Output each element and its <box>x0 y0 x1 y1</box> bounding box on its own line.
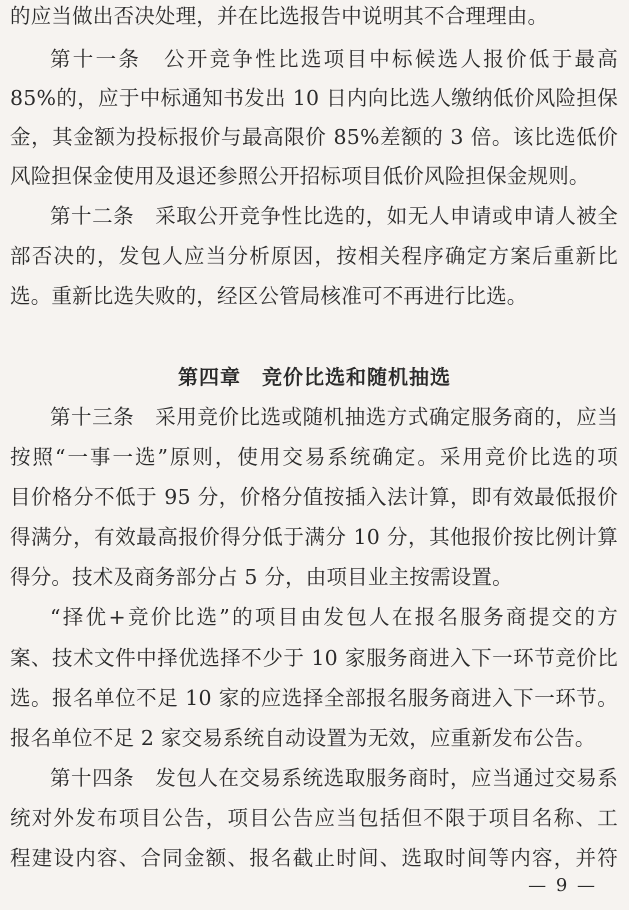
paragraph-line: 选。重新比选失败的，经区公管局核准可不再进行比选。 <box>10 284 528 308</box>
paragraph-line: 按照“一事一选”原则，使用交易系统确定。采用竞价比选的项 <box>10 445 618 469</box>
paragraph-line: “择优+竞价比选”的项目由发包人在报名服务商提交的方 <box>50 605 618 629</box>
paragraph-line: 的应当做出否决处理，并在比选报告中说明其不合理理由。 <box>10 4 549 28</box>
paragraph-line: 程建设内容、合同金额、报名截止时间、选取时间等内容，并符 <box>10 846 618 870</box>
article-11-line: 第十一条 公开竞争性比选项目中标候选人报价低于最高 <box>50 47 618 71</box>
paragraph-line: 得满分，有效最高报价得分低于满分 10 分，其他报价按比例计算 <box>10 525 618 549</box>
paragraph-line: 金，其金额为投标报价与最高限价 85%差额的 3 倍。该比选低价 <box>10 125 618 149</box>
paragraph-line: 得分。技术及商务部分占 5 分，由项目业主按需设置。 <box>10 565 513 589</box>
article-14-line: 第十四条 发包人在交易系统选取服务商时，应当通过交易系 <box>50 766 618 790</box>
paragraph-line: 目价格分不低于 95 分，价格分值按插入法计算，即有效最低报价 <box>10 485 618 509</box>
paragraph-line: 报名单位不足 2 家交易系统自动设置为无效，应重新发布公告。 <box>10 726 596 750</box>
paragraph-line: 部否决的，发包人应当分析原因，按相关程序确定方案后重新比 <box>10 244 618 268</box>
paragraph-line: 选。报名单位不足 10 家的应选择全部报名服务商进入下一环节。 <box>10 686 618 710</box>
article-12-line: 第十二条 采取公开竞争性比选的，如无人申请或申请人被全 <box>50 204 618 228</box>
paragraph-line: 统对外发布项目公告，项目公告应当包括但不限于项目名称、工 <box>10 806 618 830</box>
paragraph-line: 案、技术文件中择优选择不少于 10 家服务商进入下一环节竞价比 <box>10 646 618 670</box>
article-13-line: 第十三条 采用竞价比选或随机抽选方式确定服务商的，应当 <box>50 405 618 429</box>
paragraph-line: 风险担保金使用及退还参照公开招标项目低价风险担保金规则。 <box>10 164 590 188</box>
page-number: — 9 — <box>528 875 597 896</box>
paragraph-line: 85%的，应于中标通知书发出 10 日内向比选人缴纳低价风险担保 <box>10 86 618 110</box>
chapter-heading: 第四章 竞价比选和随机抽选 <box>178 365 451 389</box>
